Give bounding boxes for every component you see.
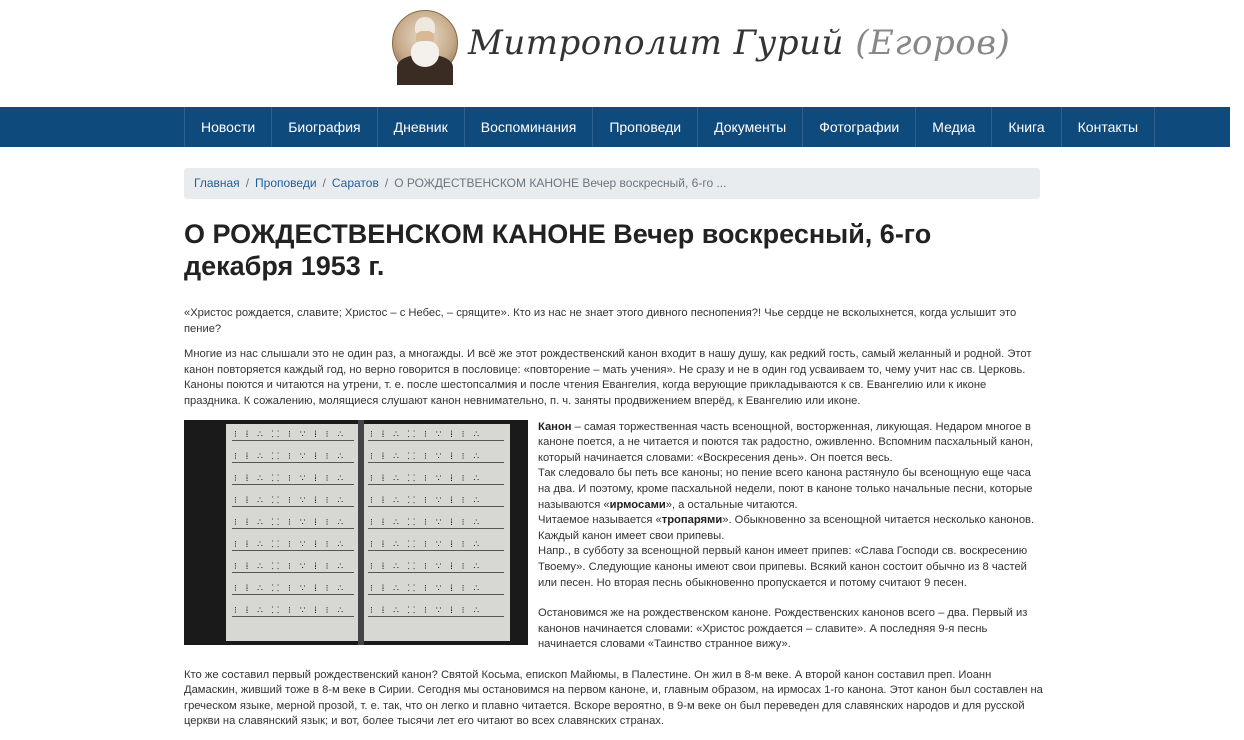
manuscript-scan-image[interactable]: ⁝ ⁞ ∴ ⸬ ⁝ ∵ ⁞ ⁝ ∴ ⁝ ⁞ ∴ ⸬ ⁝ ∵ ⁞ ⁝ ∴ ⁝ ⁞ ∴ ⸬ ⁝ ∵ ⁞ ⁝ ∴ ⁝ ⁞ ∴ ⸬ ⁝ ∵ ⁞ ⁝ ∴ ⁝ ⁞ ∴ ⸬ ⁝ ∵ ⁞ ⁝ ∴ ⁝ ⁞ ∴ ⸬ ⁝ ∵ ⁞ ⁝ ∴ ⁝ ⁞ ∴ ⸬ ⁝ ∵ ⁞ ⁝ ∴ ⁝ ⁞ ∴ ⸬ ⁝ ∵ ⁞ ⁝ ∴ ⁝ ⁞ ∴ ⸬ ⁝ ∵ ⁞ ⁝ ∴ ⁝ ⁞ ∴ ⸬ ⁝ ∵ ⁞ ⁝ ∴ ⁝ ⁞ ∴ ⸬ ⁝ ∵ ⁞ ⁝ ∴ ⁝ ⁞ ∴ ⸬ ⁝ ∵ ⁞ ⁝ ∴ ⁝ ⁞ ∴ ⸬ ⁝ ∵ ⁞ ⁝ ∴ ⁝ ⁞ ∴ ⸬ ⁝ ∵ ⁞ ⁝ ∴ ⁝ ⁞ ∴ ⸬ ⁝ ∵ ⁞ ⁝ ∴ ⁝ ⁞ ∴ ⸬ ⁝ ∵ ⁞ ⁝ ∴ ⁝ ⁞ ∴ ⸬ ⁝ ∵ ⁞ ⁝ ∴ ⁝ ⁞ ∴ ⸬ ⁝ ∵ ⁞ ⁝ ∴ — [184, 420, 528, 645]
breadcrumb-current: О РОЖДЕСТВЕНСКОМ КАНОНЕ Вечер воскресный, 6-го ... — [394, 176, 727, 190]
nav-item-memoirs[interactable]: Воспоминания — [465, 107, 594, 147]
site-header — [0, 0, 1230, 107]
logo-text — [468, 23, 1010, 63]
term-canon: Канон — [538, 420, 572, 433]
logo-main-text: Митрополит Гурий — [468, 23, 844, 63]
article-body — [184, 306, 1046, 740]
nav-item-diary[interactable]: Дневник — [378, 107, 465, 147]
nav-item-media[interactable]: Медиа — [916, 107, 992, 147]
nav-item-contacts[interactable]: Контакты — [1062, 107, 1155, 147]
breadcrumb-home[interactable]: Главная — [194, 176, 240, 190]
paragraph: Многие из нас слышали это не один раз, а многажды. И всё же этот рождественский канон входит в нашу душу, как редкий гость, самый желанный и родной. Этот канон повторяется каждый год, но верно говорится в пословице: «повторение – мать учения». Не сразу и не в один год усваиваем то, чему учит нас св. Церковь. Каноны поются и читаются на утрени, т. е. после шестопсалмия и после чтения Евангелия, когда верующие прикладываются к св. Евангелию или к иконе праздника. К сожалению, молящиеся слушают канон невнимательно, п. ч. заняты продвижением вперёд, к Евангелию или иконе. — [184, 348, 1032, 407]
nav-item-book[interactable]: Книга — [992, 107, 1061, 147]
metropolitan-portrait — [392, 10, 458, 76]
breadcrumb: Главная / Проповеди / Саратов / О РОЖДЕСТВЕНСКОМ КАНОНЕ Вечер воскресный, 6-го ... — [184, 168, 1040, 199]
site-logo[interactable] — [392, 10, 1010, 76]
breadcrumb-sermons[interactable]: Проповеди — [255, 176, 317, 190]
paragraph: «Христос рождается, славите; Христос – с Небес, – срящите». Кто из нас не знает этого дивного песнопения?! Чье сердце не всколыхнется, когда услышит это пение? — [184, 307, 1017, 335]
term-irmos: ирмосами — [609, 498, 666, 511]
term-troparion: тропарями — [661, 514, 723, 527]
page-title: О РОЖДЕСТВЕНСКОМ КАНОНЕ Вечер воскресный, 6-го декабря 1953 г. — [184, 219, 932, 281]
logo-paren-text: (Егоров) — [855, 23, 1011, 63]
paragraph: Кто же составил первый рождественский канон? Святой Косьма, епископ Майюмы, в Палестине. Он жил в 8-м веке. А второй канон составил преп. Иоанн Дамаскин, живший тоже в 8-м веке в Сирии. Сегодня мы остановимся на первом каноне, и, главным образом, на ирмосах 1-го канона. Этот канон был составлен на греческом языке, мерной прозой, т. е. так, что он легко и плавно читается. Вскоре вероятно, в 9-м веке он был переведен для славянских народов и для русской церкви на славянский язык; и вот, более тысячи лет его читают во всех славянских странах. — [184, 668, 1043, 728]
main-nav — [0, 107, 1230, 147]
nav-item-sermons[interactable]: Проповеди — [593, 107, 698, 147]
figure-row — [184, 420, 1046, 658]
nav-item-photos[interactable]: Фотографии — [803, 107, 916, 147]
nav-item-documents[interactable]: Документы — [698, 107, 803, 147]
canon-description: Канон – самая торжественная часть всенощной, восторженная, ликующая. Недаром многое в каноне поется, а не читается и поются так радостно, оживленно. Вспомним пасхальный канон, который начинается словами: «Воскресения день». Он поется весь. Так следовало бы петь все каноны; но пение всего канона растянуло бы всенощную еще часа на два. И поэтому, кроме пасхальной недели, поют в каноне только начальные песни, которые называются «ирмосами», а остальные читаются. Читаемое называется «тропарями». Обыкновенно за всенощной читается несколько канонов. Каждый канон имеет свои припевы. Напр., в субботу за всенощной первый канон имеет припев: «Слава Господи св. воскресению Твоему». Следующие каноны имеют свои припевы. Всякий канон состоит обычно из 8 частей или песен. Но вторая песнь обыкновенно пропускается и потому считают 9 песен. Остановимся же на рождественском каноне. Рождественских канонов всего – два. Первый из канонов начинается словами: «Христос рождается – славите». А последняя 9-я песнь начинается словами «Таинство странное вижу». — [538, 420, 1035, 651]
breadcrumb-saratov[interactable]: Саратов — [331, 176, 379, 190]
nav-item-news[interactable]: Новости — [185, 107, 272, 147]
nav-item-biography[interactable]: Биография — [272, 107, 377, 147]
